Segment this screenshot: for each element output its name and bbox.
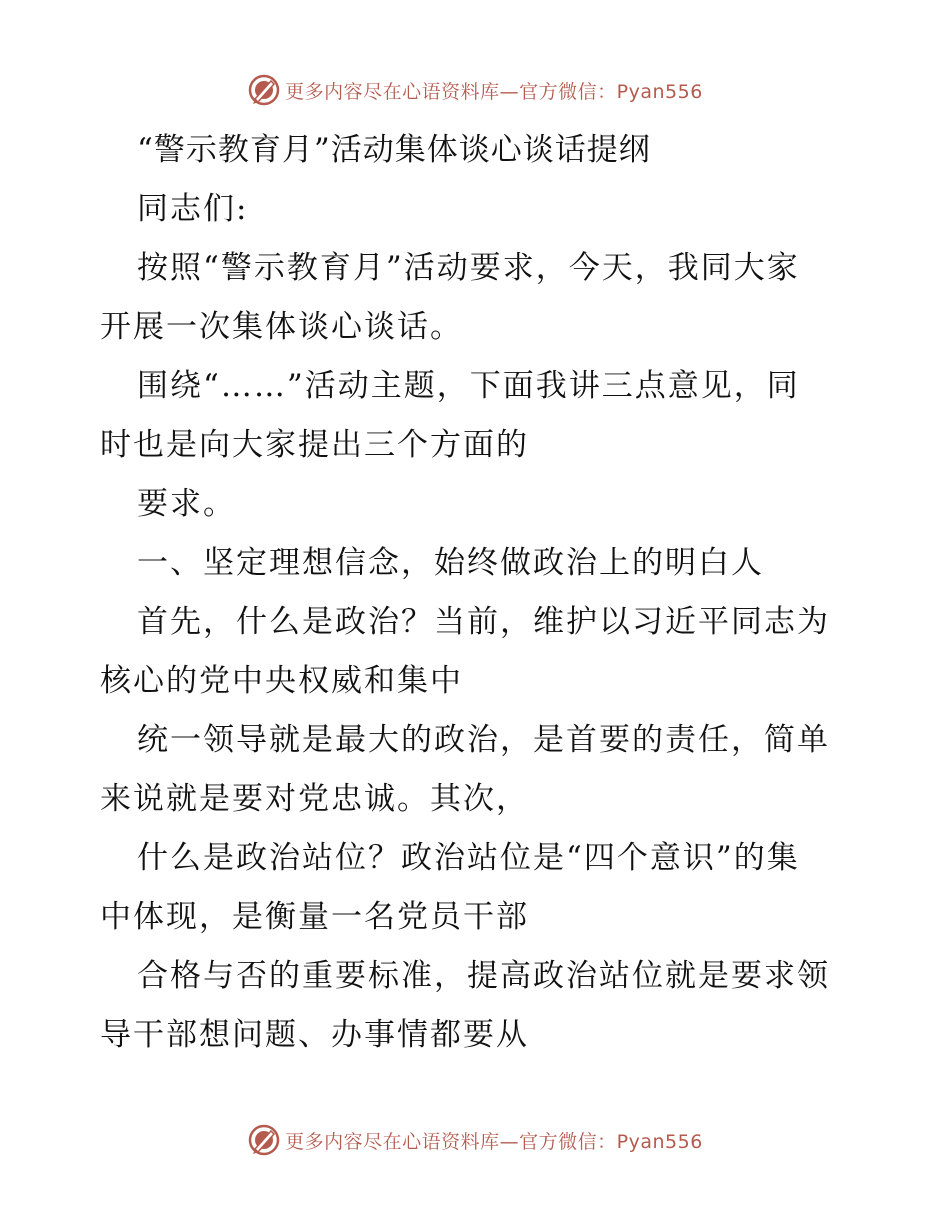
paragraph-line: 合格与否的重要标准，提高政治站位就是要求领 [137,958,830,994]
paragraph-line: 中体现，是衡量一名党员干部 [100,899,529,935]
watermark-brand: 更多内容尽在心语资料库 [285,1130,500,1153]
watermark-dash: — [499,1130,520,1153]
paragraph-line: 开展一次集体谈心谈话。 [100,309,463,345]
paragraph-line: 核心的党中央权威和集中 [100,663,463,699]
paragraph-line: 什么是政治站位？政治站位是“四个意识”的集 [137,840,800,876]
paragraph-line: 统一领导就是最大的政治，是首要的责任，简单 [137,722,830,758]
paragraph-line: 导干部想问题、办事情都要从 [100,1017,529,1053]
watermark-suffix: 官方微信：Pyan556 [519,80,703,103]
section-heading: 一、坚定理想信念，始终做政治上的明白人 [137,545,764,581]
pen-logo-icon [247,73,281,107]
paragraph-line: 围绕“……”活动主题，下面我讲三点意见，同 [137,368,800,404]
paragraph-line: 来说就是要对党忠诚。其次， [100,781,529,817]
paragraph-line: 要求。 [137,486,236,522]
watermark-brand: 更多内容尽在心语资料库 [285,80,500,103]
paragraph-line: 首先，什么是政治？当前，维护以习近平同志为 [137,604,830,640]
watermark-suffix: 官方微信：Pyan556 [519,1130,703,1153]
paragraph-line: 同志们: [137,191,249,227]
paragraph-line: 按照“警示教育月”活动要求，今天，我同大家 [137,250,800,286]
header-watermark [0,68,950,112]
footer-watermark [0,1118,950,1162]
pen-logo-icon [247,1123,281,1157]
watermark-text [285,77,703,104]
paragraph-line: 时也是向大家提出三个方面的 [100,427,529,463]
document-title: “警示教育月”活动集体谈心谈话提纲 [137,132,651,168]
document-body [100,121,850,1065]
watermark-text [285,1127,703,1154]
watermark-dash: — [499,80,520,103]
